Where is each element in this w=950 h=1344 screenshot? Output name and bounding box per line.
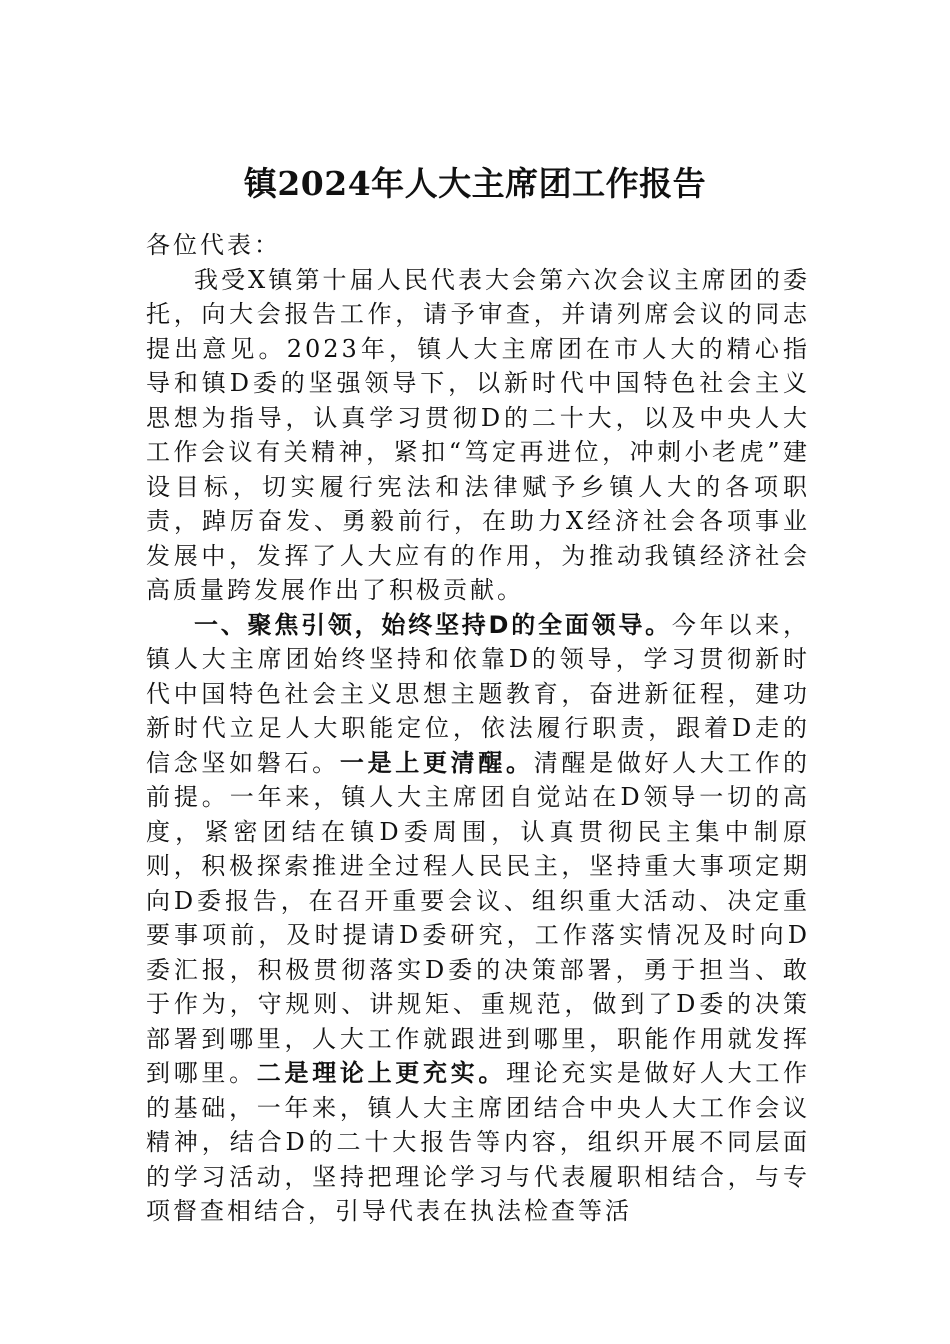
- section-1-heading: 一、聚焦引领，始终坚持D的全面领导。: [194, 610, 672, 639]
- salutation: 各位代表：: [146, 231, 281, 259]
- document-body: [146, 228, 810, 1229]
- document-title: 镇2024年人大主席团工作报告: [243, 164, 707, 203]
- point-1-text: 清醒是做好人大工作的前提。一年来，镇人大主席团自觉站在D领导一切的高度，紧密团结在镇D委周围，认真贯彻民主集中制原则，积极探索推进全过程人民民主，坚持重大事项定期向D委报告，在召开重要会议、组织重大活动、决定重要事项前，及时提请D委研究，工作落实情况及时向D委汇报，积极贯彻落实D委的决策部署，勇于担当、敢于作为，守规则、讲规矩、重规范，做到了D委的决策部署到哪里，人大工作就跟进到哪里，职能作用就发挥到哪里。: [146, 748, 811, 1087]
- point-2-text: 理论充实是做好人大工作的基础，一年来，镇人大主席团结合中央人大工作会议精神，结合D的二十大报告等内容，组织开展不同层面的学习活动，坚持把理论学习与代表履职相结合，与专项督查相结合，引导代表在执法检查等活: [146, 1059, 811, 1225]
- section-1-intro: 今年以来，镇人大主席团始终坚持和依靠D的领导，学习贯彻新时代中国特色社会主义思想主题教育，奋进新征程，建功新时代立足人大职能定位，依法履行职责，跟着D走的信念坚如磐石。: [146, 610, 811, 777]
- paragraph-intro: 我受X镇第十届人民代表大会第六次会议主席团的委托，向大会报告工作，请予审查，并请列席会议的同志提出意见。2023年，镇人大主席团在市人大的精心指导和镇D委的坚强领导下，以新时代中国特色社会主义思想为指导，认真学习贯彻D的二十大，以及中央人大工作会议有关精神，紧扣“笃定再进位，冲刺小老虎”建设目标，切实履行宪法和法律赋予乡镇人大的各项职责，踔厉奋发、勇毅前行，在助力X经济社会各项事业发展中，发挥了人大应有的作用，为推动我镇经济社会高质量跨发展作出了积极贡献。: [146, 265, 810, 604]
- paragraph-section-1: [146, 608, 810, 1229]
- point-1-heading: 一是上更清醒。: [339, 747, 534, 777]
- point-2-heading: 二是理论上更充实。: [256, 1058, 507, 1087]
